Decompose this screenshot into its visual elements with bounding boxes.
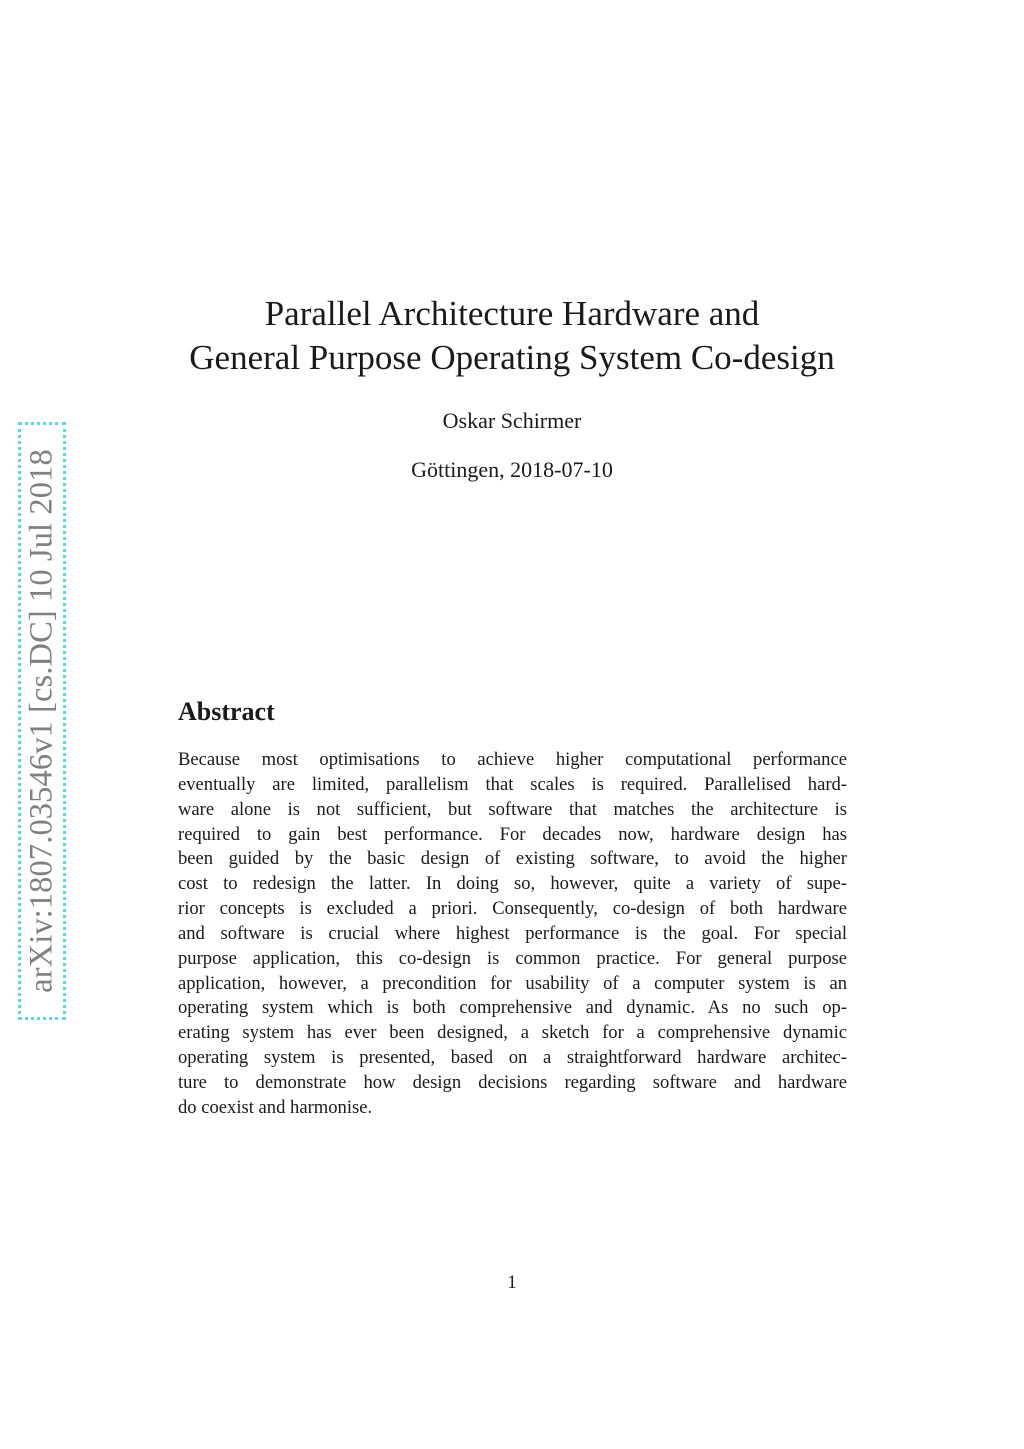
title-line-2: General Purpose Operating System Co-design	[189, 338, 835, 377]
page-number: 1	[507, 1272, 517, 1293]
abstract-line: rior concepts is excluded a priori. Consequently, co-design of both hardware	[178, 898, 847, 920]
author-name: Oskar Schirmer	[442, 408, 582, 433]
abstract-line: operating system which is both comprehensive and dynamic. As no such op-	[178, 997, 847, 1019]
title-line-1: Parallel Architecture Hardware and	[264, 294, 760, 333]
abstract-line: required to gain best performance. For decades now, hardware design has	[178, 823, 847, 845]
paper-title	[0, 292, 1024, 380]
abstract-heading: Abstract	[178, 697, 275, 726]
abstract-line: been guided by the basic design of existing software, to avoid the higher	[178, 848, 847, 870]
abstract-line: erating system has ever been designed, a sketch for a comprehensive dynamic	[178, 1022, 847, 1044]
place-date: Göttingen, 2018-07-10	[411, 457, 613, 482]
arxiv-stamp	[18, 422, 66, 1020]
abstract-line: ware alone is not sufficient, but software that matches the architecture is	[178, 798, 847, 820]
abstract-line: application, however, a precondition for usability of a computer system is an	[178, 972, 847, 994]
abstract-body	[178, 748, 847, 1121]
abstract-line: Because most optimisations to achieve higher computational performance	[178, 749, 847, 770]
abstract-line: purpose application, this co-design is common practice. For general purpose	[178, 947, 847, 969]
abstract-line: and software is crucial where highest performance is the goal. For special	[178, 922, 847, 944]
abstract-line: ture to demonstrate how design decisions regarding software and hardware	[178, 1071, 847, 1093]
abstract-line: eventually are limited, parallelism that scales is required. Parallelised hard-	[178, 773, 847, 795]
arxiv-stamp-text: arXiv:1807.03546v1 [cs.DC] 10 Jul 2018	[23, 449, 60, 993]
abstract-line: operating system is presented, based on a straightforward hardware architec-	[178, 1047, 847, 1069]
abstract-line: cost to redesign the latter. In doing so, however, quite a variety of supe-	[178, 873, 847, 895]
abstract-line: do coexist and harmonise.	[178, 1096, 373, 1118]
